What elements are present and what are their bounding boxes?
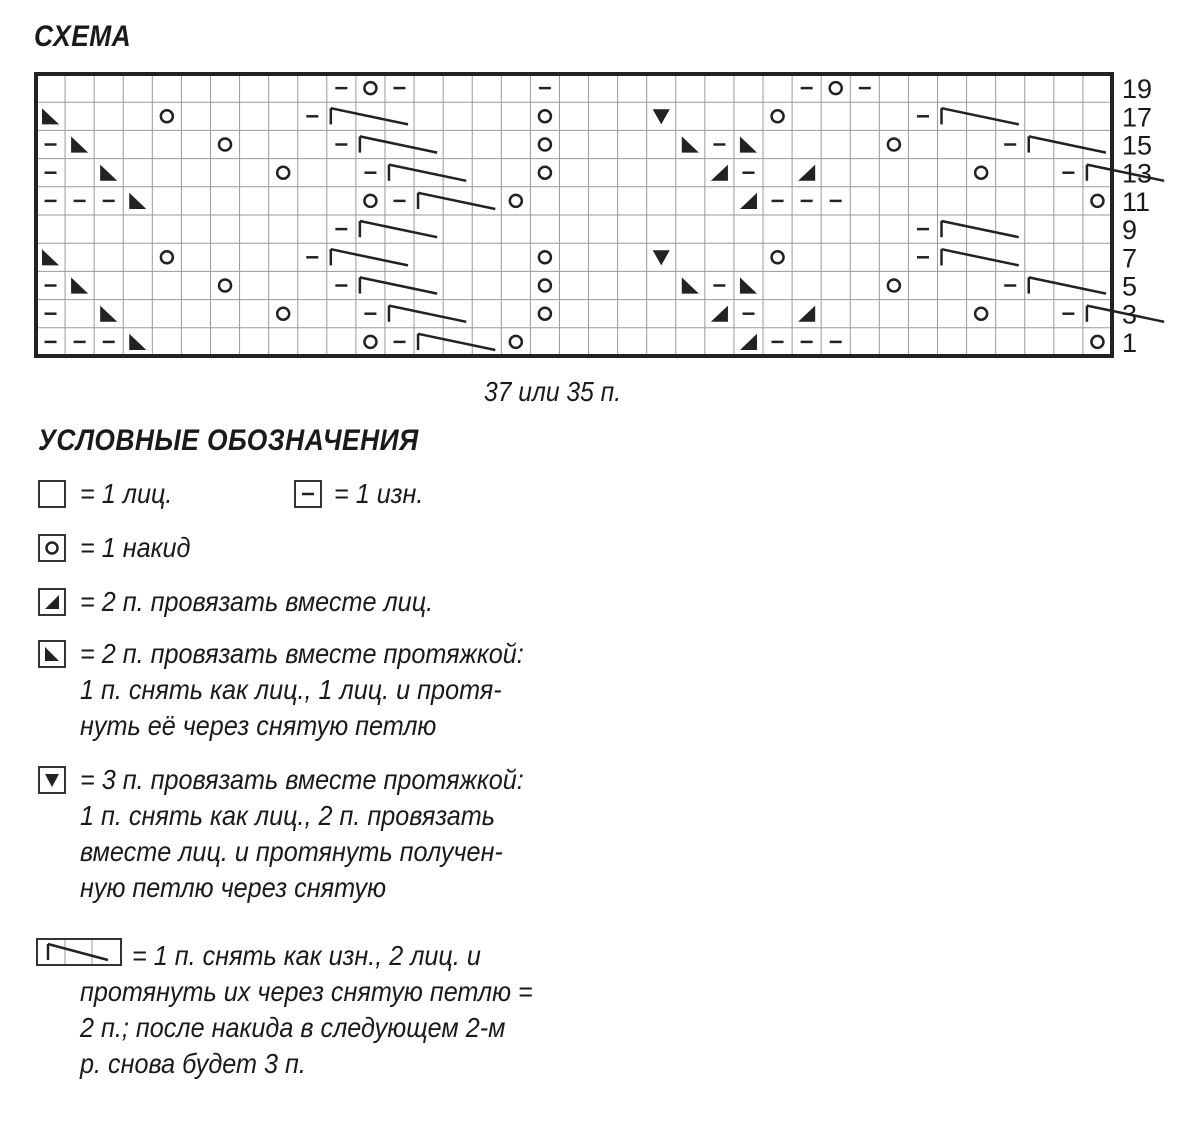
legend-ssk-line-3: нуть её через снятую петлю bbox=[80, 710, 437, 741]
legend-k2tog: = 2 п. провязать вместе лиц. bbox=[80, 586, 434, 617]
yarn-over-mark bbox=[1091, 195, 1103, 207]
row-label: 7 bbox=[1122, 243, 1138, 274]
k2tog-mark bbox=[711, 306, 728, 322]
ssk-mark bbox=[42, 108, 59, 124]
cable-mark bbox=[942, 108, 1019, 124]
legend-s2p-line-3: вместе лиц. и протянуть получен- bbox=[80, 836, 503, 867]
legend-cable bbox=[132, 938, 481, 974]
cable-mark bbox=[360, 277, 437, 293]
k2tog-mark bbox=[740, 193, 757, 209]
legend-s2p-line-4: ную петлю через снятую bbox=[80, 872, 387, 903]
cable-mark bbox=[389, 165, 466, 181]
s2p-mark bbox=[653, 109, 670, 124]
ssk-mark bbox=[682, 136, 699, 152]
ssk-mark bbox=[100, 306, 117, 322]
ssk-mark bbox=[71, 277, 88, 293]
yarn-over-mark bbox=[219, 139, 231, 151]
ssk-mark bbox=[100, 165, 117, 181]
yarn-over-mark bbox=[772, 110, 784, 122]
ssk-mark bbox=[71, 136, 88, 152]
k2tog-mark bbox=[711, 165, 728, 181]
k2tog-icon bbox=[38, 588, 66, 616]
cable-mark bbox=[418, 334, 495, 350]
legend-cable-line-3: 2 п.; после накида в следующем 2-м bbox=[80, 1012, 506, 1043]
yarn-over-mark bbox=[510, 336, 522, 348]
row-label: 19 bbox=[1122, 74, 1153, 105]
purl-stitch-icon bbox=[294, 480, 322, 508]
yarn-over-mark bbox=[277, 308, 289, 320]
legend-title: УСЛОВНЫЕ ОБОЗНАЧЕНИЯ bbox=[38, 424, 419, 457]
yarn-over-mark bbox=[539, 308, 551, 320]
yarn-over-mark bbox=[772, 251, 784, 263]
yarn-over-icon bbox=[38, 534, 66, 562]
yarn-over-mark bbox=[364, 82, 376, 94]
s2p-mark bbox=[653, 250, 670, 265]
legend-cable-line-2: протянуть их через снятую петлю = bbox=[80, 976, 533, 1007]
legend-s2p bbox=[80, 762, 524, 906]
cable-mark bbox=[942, 249, 1019, 265]
yarn-over-mark bbox=[510, 195, 522, 207]
yarn-over-mark bbox=[161, 110, 173, 122]
cable-mark bbox=[331, 108, 408, 124]
yarn-over-mark bbox=[364, 195, 376, 207]
ssk-mark bbox=[740, 136, 757, 152]
legend-purl: = 1 изн. bbox=[334, 478, 424, 509]
stitch-count-note: 37 или 35 п. bbox=[484, 376, 622, 407]
legend-s2p-line-1: = 3 п. провязать вместе протяжкой: bbox=[80, 764, 524, 795]
cable-mark bbox=[331, 249, 408, 265]
cable-mark bbox=[389, 306, 466, 322]
legend-ssk-line-1: = 2 п. провязать вместе протяжкой: bbox=[80, 638, 524, 669]
ssk-mark bbox=[682, 277, 699, 293]
yarn-over-mark bbox=[539, 167, 551, 179]
yarn-over-mark bbox=[830, 82, 842, 94]
cable-mark bbox=[1029, 277, 1106, 293]
yarn-over-mark bbox=[219, 280, 231, 292]
legend-cable-cont bbox=[80, 974, 533, 1082]
row-label: 9 bbox=[1122, 215, 1138, 246]
ssk-mark bbox=[740, 277, 757, 293]
ssk-mark bbox=[129, 334, 146, 350]
yarn-over-mark bbox=[975, 167, 987, 179]
yarn-over-mark bbox=[539, 139, 551, 151]
cable-mark bbox=[360, 221, 437, 237]
yarn-over-mark bbox=[161, 251, 173, 263]
yarn-over-mark bbox=[539, 110, 551, 122]
s2p-icon bbox=[38, 766, 66, 794]
legend-ssk-line-2: 1 п. снять как лиц., 1 лиц. и протя- bbox=[80, 674, 502, 705]
cable-mark bbox=[942, 221, 1019, 237]
yarn-over-mark bbox=[277, 167, 289, 179]
knitting-chart bbox=[0, 0, 1200, 370]
yarn-over-mark bbox=[539, 251, 551, 263]
yarn-over-mark bbox=[539, 280, 551, 292]
ssk-mark bbox=[42, 249, 59, 265]
legend-yarn-over: = 1 накид bbox=[80, 532, 191, 563]
row-label: 1 bbox=[1122, 327, 1138, 358]
row-label: 15 bbox=[1122, 130, 1153, 161]
yarn-over-mark bbox=[975, 308, 987, 320]
yarn-over-mark bbox=[364, 336, 376, 348]
legend-cable-line-4: р. снова будет 3 п. bbox=[80, 1048, 306, 1079]
cable-mark bbox=[1029, 136, 1106, 152]
row-label: 5 bbox=[1122, 271, 1138, 302]
row-label: 13 bbox=[1122, 158, 1153, 189]
cable-mark bbox=[360, 136, 437, 152]
yarn-over-mark bbox=[888, 139, 900, 151]
row-label: 17 bbox=[1122, 102, 1153, 133]
row-label: 11 bbox=[1122, 186, 1151, 217]
chart-title: СХЕМА bbox=[34, 20, 132, 53]
row-label: 3 bbox=[1122, 299, 1138, 330]
legend-ssk bbox=[80, 636, 524, 744]
ssk-icon bbox=[38, 640, 66, 668]
cable-stitch-icon bbox=[36, 938, 122, 966]
legend-knit: = 1 лиц. bbox=[80, 478, 173, 509]
ssk-mark bbox=[129, 193, 146, 209]
knit-stitch-icon bbox=[38, 480, 66, 508]
yarn-over-mark bbox=[888, 280, 900, 292]
k2tog-mark bbox=[798, 165, 815, 181]
yarn-over-mark bbox=[1091, 336, 1103, 348]
k2tog-mark bbox=[798, 306, 815, 322]
k2tog-mark bbox=[740, 334, 757, 350]
legend-cable-line-1: = 1 п. снять как изн., 2 лиц. и bbox=[132, 940, 481, 971]
cable-mark bbox=[418, 193, 495, 209]
legend-s2p-line-2: 1 п. снять как лиц., 2 п. провязать bbox=[80, 800, 496, 831]
